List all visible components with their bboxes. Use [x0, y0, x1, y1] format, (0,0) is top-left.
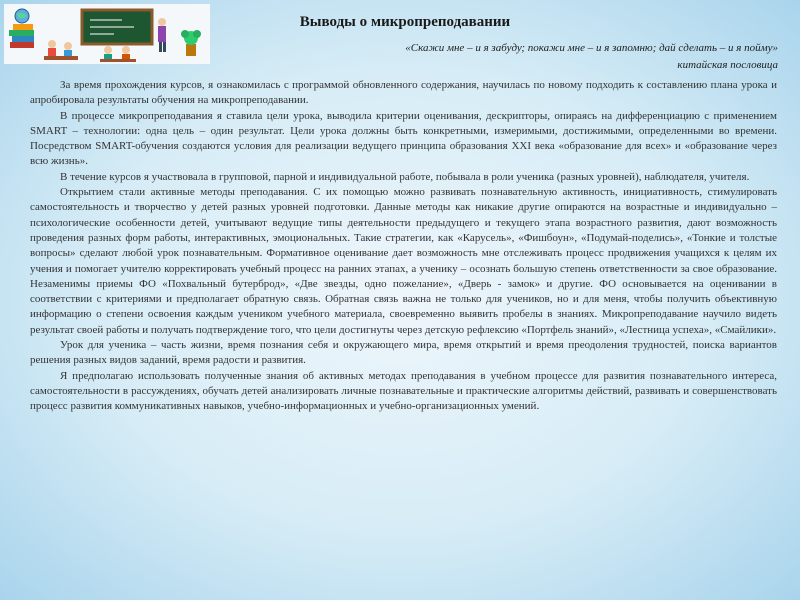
globe-icon: [15, 9, 29, 23]
chalkboard-icon: [82, 10, 152, 44]
paragraph-lesson: Урок для ученика – часть жизни, время познания себя и окружающего мира, время открытий и время преодоления трудностей, поиска вариантов решения разных видов заданий, время радости и развития.: [30, 339, 777, 367]
paragraph-conclusion: Я предполагаю использовать полученные знания об активных методах преподавания в учебном процессе для развития познавательного интереса, самостоятельности в рассуждениях, обучать детей анализировать личные познавательные и практические алгоритмы действий, развивать и совершенствовать процесс развития коммуникативных навыков, учебно-информационных и учебно-организационных умений.: [30, 369, 777, 413]
body-text: [30, 78, 777, 415]
epigraph-source: китайская пословица: [677, 59, 778, 71]
paragraph-active-methods: Открытием стали активные методы преподавания. С их помощью можно развивать познавательную активность, инициативность, стимулировать самостоятельность и творчество у детей разных уровней подготовки. Данные методы как никакие другие опираются на возрастные и индивидуально – психологические особенности детей, учитывают ведущие типы деятельности предыдущего и текущего этапа возрастного развития, дают возможность проведения разных форм работы, интерактивных, эмоциональных. Такие стратегии, как «Карусель», «Фишбоун», «Подумай-поделись», «Тонкие и толстые вопросы» сделают любой урок познавательным. Формативное оценивание дает возможность мне отслеживать процесс продвижения учащихся к целям их учения и помогает учителю корректировать учебный процесс на ранних этапах, а ученику – осознать большую степень ответственности за свое образование. Незаменимы приемы ФО «Похвальный бутерброд», «Две звезды, одно пожелание», «Дверь - замок» и другие. ФО основывается на оценивании в соответствии с критериями и предполагает обратную связь. Обратная связь важна не только для учеников, но и для меня, чтобы получить объективную информацию о степени освоения каждым учеником учебного материала, своевременно выявить пробелы в знаниях. Микропреподавание научило видеть результат своей работы и получать подтверждение того, что цели достигнуты через детскую рефлексию «Портфель знаний», «Лестница успеха», «Смайлики».: [30, 186, 777, 336]
epigraph-quote: «Скажи мне – и я забуду; покажи мне – и я запомню; дай сделать – и я пойму»: [405, 42, 778, 54]
classroom-illustration: [4, 4, 210, 64]
paragraph-intro: За время прохождения курсов, я ознакомилась с программой обновленного содержания, научилась по новому подходить к составлению плана урока и апробировала результаты обучения на микропреподавании.: [30, 79, 777, 107]
paragraph-roles: В течение курсов я участвовала в групповой, парной и индивидуальной работе, побывала в роли ученика (разных уровней), наблюдателя, учителя.: [60, 170, 750, 183]
epigraph: [258, 40, 778, 74]
teacher-figure-icon: [158, 18, 166, 52]
page-title: Выводы о микропреподавании: [299, 14, 511, 30]
paragraph-smart: В процессе микропреподавания я ставила цели урока, выводила критерии оценивания, дескрипторы, опираясь на дифференциацию с применением SMART – технологии: одна цель – один результат. Цели урока должны быть конкретными, измеримыми, достижимыми, определенными во времени. Посредством SMART-обучения создаются условия для реализации ведущего принципа образования XXI века «образование для всех» и «образование через всю жизнь».: [30, 109, 777, 168]
